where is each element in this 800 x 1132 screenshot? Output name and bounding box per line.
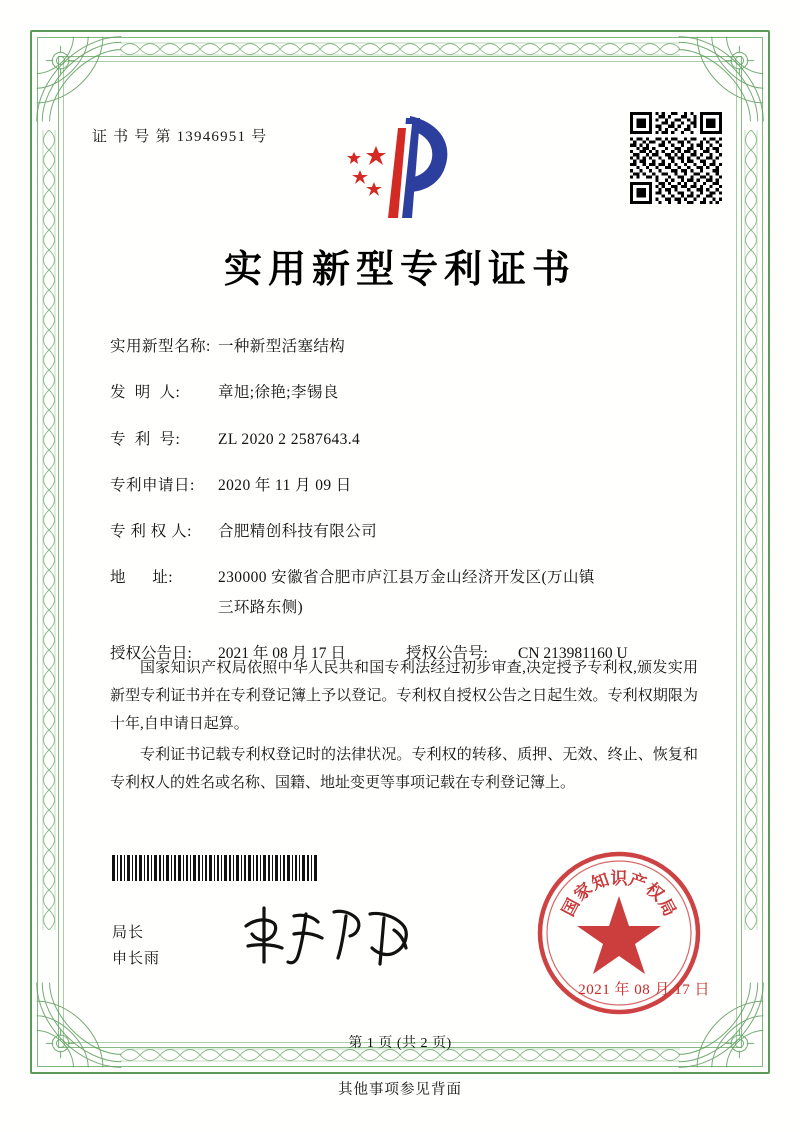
svg-text:局: 局 — [654, 895, 680, 920]
svg-text:家: 家 — [570, 879, 596, 905]
qr-code — [630, 112, 722, 204]
address-line-1: 230000 安徽省合肥市庐江县万金山经济开发区(万山镇 — [218, 569, 595, 587]
corner-ornament-icon — [33, 33, 125, 125]
barcode — [112, 855, 320, 881]
seal-date: 2021 年 08 月 17 日 — [578, 982, 710, 998]
field-inventor — [110, 381, 710, 404]
field-label: 发 明 人: — [110, 384, 181, 402]
corner-ornament-icon — [33, 979, 125, 1071]
field-value: 一种新型活塞结构 — [218, 338, 346, 355]
grant-date-value: 2021 年 08 月 17 日 — [218, 644, 346, 662]
svg-text:产: 产 — [626, 869, 649, 894]
footer-note: 其他事项参见背面 — [338, 1082, 462, 1098]
field-patentee — [110, 520, 710, 543]
address-line-2: 三环路东侧) — [218, 598, 304, 616]
field-label: 专 利 权 人: — [110, 523, 192, 540]
field-list — [110, 335, 710, 673]
svg-text:国: 国 — [558, 895, 584, 920]
field-value — [218, 566, 710, 619]
border-pattern-top — [120, 36, 680, 62]
svg-text:权: 权 — [642, 879, 668, 905]
page-number: 第 1 页 (共 2 页) — [348, 1036, 452, 1051]
field-label: 专利申请日: — [110, 476, 195, 494]
field-label: 实用新型名称: — [110, 338, 211, 355]
field-value: ZL 2020 2 2587643.4 — [218, 430, 361, 448]
field-value: 2020 年 11 月 09 日 — [218, 476, 352, 494]
field-label: 地 址: — [110, 569, 174, 587]
grant-number-value: CN 213981160 U — [518, 644, 628, 662]
handwritten-signature — [238, 900, 418, 972]
field-value: 章旭;徐艳;李锡良 — [218, 384, 339, 402]
field-label: 专 利 号: — [110, 430, 181, 448]
certificate-number: 证 书 号 第 13946951 号 — [92, 129, 268, 145]
director-title: 局长 — [112, 925, 145, 941]
page-title: 实用新型专利证书 — [223, 249, 576, 291]
svg-text:识: 识 — [610, 869, 628, 888]
paragraph-2: 专利证书记载专利权登记时的法律状况。专利权的转移、质押、无效、终止、恢复和专利权人的姓名或名称、国籍、地址变更等事项记载在专利登记簿上。 — [110, 747, 698, 791]
field-address — [110, 566, 710, 619]
paragraph-1: 国家知识产权局依照中华人民共和国专利法经过初步审查,决定授予专利权,颁发实用新型专利证书并在专利登记簿上予以登记。专利权自授权公告之日起生效。专利权期限为十年,自申请日起算。 — [110, 660, 698, 732]
legal-text — [110, 655, 698, 802]
field-value: 合肥精创科技有限公司 — [218, 523, 378, 540]
field-patent-number — [110, 428, 710, 451]
svg-text:知: 知 — [589, 869, 612, 894]
signature-block — [112, 920, 160, 973]
field-application-date — [110, 474, 710, 497]
director-name: 申长雨 — [112, 951, 161, 968]
cnipa-logo-icon — [340, 108, 464, 226]
field-utility-model-name — [110, 335, 710, 358]
grant-number-label: 授权公告号: — [406, 644, 488, 662]
grant-date-label: 授权公告日: — [110, 644, 192, 662]
